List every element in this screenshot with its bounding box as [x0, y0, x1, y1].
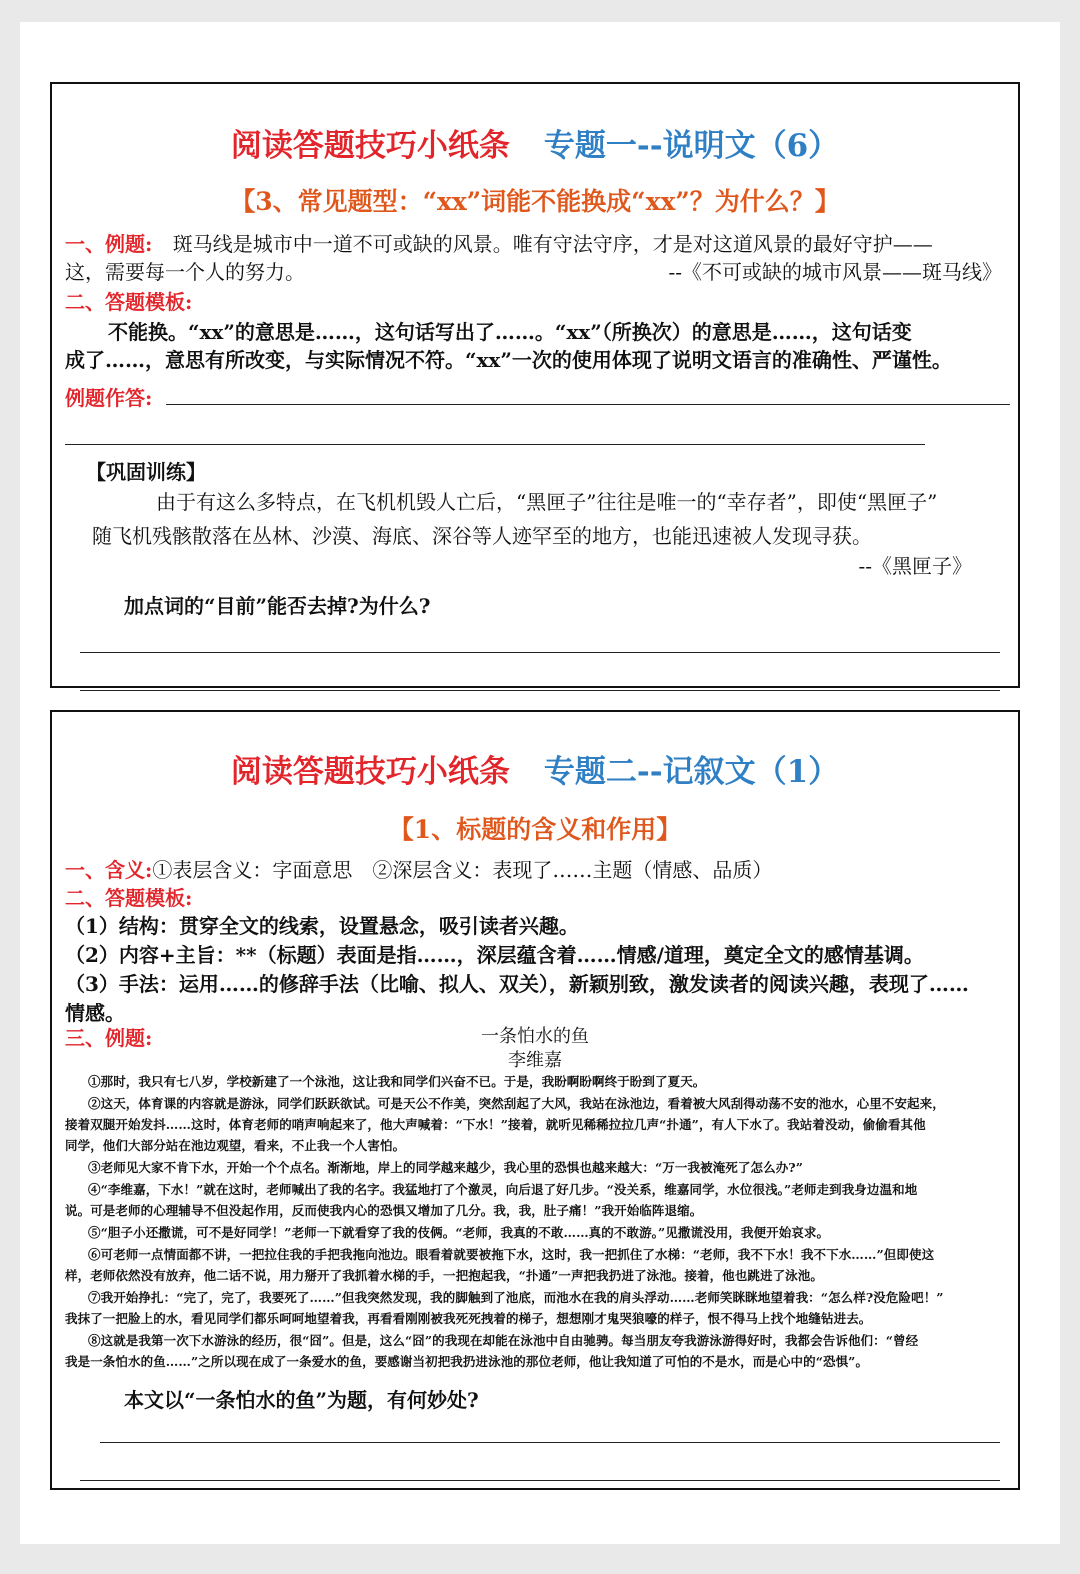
title-topic: 专题一--说明文（6）: [543, 128, 840, 164]
template-item-content: （2）内容+主旨：**（标题）表面是指……，深层蕴含着……情感/道理，奠定全文的感情基调。: [65, 943, 924, 967]
answer-line[interactable]: [65, 444, 925, 445]
template-item-technique: （3）手法：运用……的修辞手法（比喻、拟人、双关），新颖别致，激发读者的阅读兴趣，表现了……: [65, 972, 969, 996]
story-paragraph: ③老师见大家不肯下水，开始一个个点名。渐渐地，岸上的同学越来越少，我心里的恐惧也越来越大：“万一我被淹死了怎么办?”: [88, 1160, 804, 1175]
example-label: 一、例题:: [65, 232, 153, 256]
story-paragraph: 我抹了一把脸上的水，看见同学们都乐呵呵地望着我，再看看刚刚被我死死拽着的梯子，想想刚才鬼哭狼嚎的样子，恨不得马上找个地缝钻进去。: [65, 1311, 872, 1326]
question-type-heading: 【1、标题的含义和作用】: [388, 815, 682, 844]
example-source: --《不可或缺的城市风景——斑马线》: [668, 260, 1002, 284]
example-text-line2: 这，需要每一个人的努力。: [65, 260, 305, 284]
title-main: 阅读答题技巧小纸条: [230, 754, 510, 790]
template-line2: 成了……，意思有所改变，与实际情况不符。“xx”一次的使用体现了说明文语言的准确性、严谨性。: [65, 348, 952, 372]
practice-line2: 随飞机残骸散落在丛林、沙漠、海底、深谷等人迹罕至的地方，也能迅速被人发现寻获。: [92, 524, 872, 548]
meaning-label: 一、含义:: [65, 858, 153, 882]
worksheet-page: [20, 22, 1060, 1544]
meaning-row: [65, 854, 772, 883]
story-paragraph: ⑧这就是我第一次下水游泳的经历，很“囧”。但是，这么“囧”的我现在却能在泳池中自由驰骋。每当朋友夸我游泳游得好时，我都会告诉他们：“曾经: [88, 1333, 919, 1348]
story-question: 本文以“一条怕水的鱼”为题，有何妙处?: [124, 1388, 479, 1412]
practice-source: --《黑匣子》: [858, 554, 972, 578]
title-main: 阅读答题技巧小纸条: [230, 128, 510, 164]
card-title: [52, 120, 1018, 165]
story-paragraph: ⑥可老师一点情面都不讲，一把拉住我的手把我拖向池边。眼看着就要被拖下水，这时，我一把抓住了水梯：“老师，我不下水！我不下水……”但即使这: [88, 1247, 935, 1262]
answer-line[interactable]: [166, 404, 1010, 405]
story-paragraph: ⑦我开始挣扎：“完了，完了，我要死了……”但我突然发现，我的脚触到了池底，而池水在我的肩头浮动……老师笑眯眯地望着我：“怎么样?没危险吧！”: [88, 1290, 944, 1305]
story-paragraph: ⑤“胆子小还撒谎，可不是好同学！”老师一下就看穿了我的伎俩。“老师，我真的不敢……真的不敢游。”见撒谎没用，我便开始哀求。: [88, 1225, 830, 1240]
story-paragraph: 说。可是老师的心理辅导不但没起作用，反而使我内心的恐惧又增加了几分。我，我，肚子痛！”我开始临阵退缩。: [65, 1203, 703, 1218]
question-type-heading: 【3、常见题型：“xx”词能不能换成“xx”？为什么？】: [230, 187, 840, 216]
answer-line[interactable]: [100, 1442, 1000, 1443]
answer-line[interactable]: [80, 652, 1000, 653]
story-title: 一条怕水的鱼: [481, 1026, 589, 1047]
template-label: 二、答题模板:: [65, 290, 193, 314]
answer-label: 例题作答:: [65, 386, 153, 410]
practice-question: 加点词的“目前”能否去掉?为什么?: [124, 594, 431, 618]
story-paragraph: 样，老师依然没有放弃，他二话不说，用力掰开了我抓着水梯的手，一把抱起我，“扑通”一声把我扔进了泳池。接着，他也跳进了泳池。: [65, 1268, 823, 1283]
meaning-text: ①表层含义：字面意思 ②深层含义：表现了……主题（情感、品质）: [152, 858, 773, 882]
story-paragraph: 接着双腿开始发抖……这时，体育老师的哨声响起来了，他大声喊着：“下水！”接着，就听见稀稀拉拉几声“扑通”，有人下水了。我站着没动，偷偷看其他: [65, 1117, 926, 1132]
template-label: 二、答题模板:: [65, 886, 193, 910]
story-author: 李维嘉: [508, 1050, 562, 1071]
template-line1: 不能换。“xx”的意思是……，这句话写出了……。“xx”（所换次）的意思是……，这句话变: [108, 320, 912, 344]
answer-line[interactable]: [80, 690, 1000, 691]
tip-card-narrative: [50, 710, 1020, 1490]
template-item-structure: （1）结构：贯穿全文的线索，设置悬念，吸引读者兴趣。: [65, 914, 579, 938]
practice-line1: 由于有这么多特点，在飞机机毁人亡后，“黑匣子”往往是唯一的“幸存者”，即使“黑匣子”: [156, 490, 938, 514]
story-paragraph: 同学，他们大部分站在池边观望，看来，不止我一个人害怕。: [65, 1138, 406, 1153]
answer-line[interactable]: [80, 1480, 1000, 1481]
story-paragraph: ①那时，我只有七八岁，学校新建了一个泳池，这让我和同学们兴奋不已。于是，我盼啊盼啊终于盼到了夏天。: [88, 1074, 706, 1089]
example-row: [65, 228, 933, 257]
story-paragraph: 我是一条怕水的鱼……”之所以现在成了一条爱水的鱼，要感谢当初把我扔进泳池的那位老师，他让我知道了可怕的不是水，而是心中的“恐惧”。: [65, 1354, 869, 1369]
example-text-line1: 斑马线是城市中一道不可或缺的风景。唯有守法守序，才是对这道风景的最好守护——: [172, 232, 933, 256]
title-topic: 专题二--记叙文（1）: [543, 754, 840, 790]
practice-title: 【巩固训练】: [86, 460, 206, 484]
template-item-technique-cont: 情感。: [65, 1001, 125, 1025]
story-paragraph: ②这天，体育课的内容就是游泳，同学们跃跃欲试。可是天公不作美，突然刮起了大风，我站在泳池边，看着被大风刮得动荡不安的池水，心里不安起来，: [88, 1096, 945, 1111]
tip-card-expository: [50, 82, 1020, 688]
example-label: 三、例题:: [65, 1026, 153, 1050]
story-paragraph: ④“李维嘉，下水！”就在这时，老师喊出了我的名字。我猛地打了个激灵，向后退了好几步。“没关系，维嘉同学，水位很浅。”老师走到我身边温和地: [88, 1182, 918, 1197]
card-title: [52, 746, 1018, 791]
